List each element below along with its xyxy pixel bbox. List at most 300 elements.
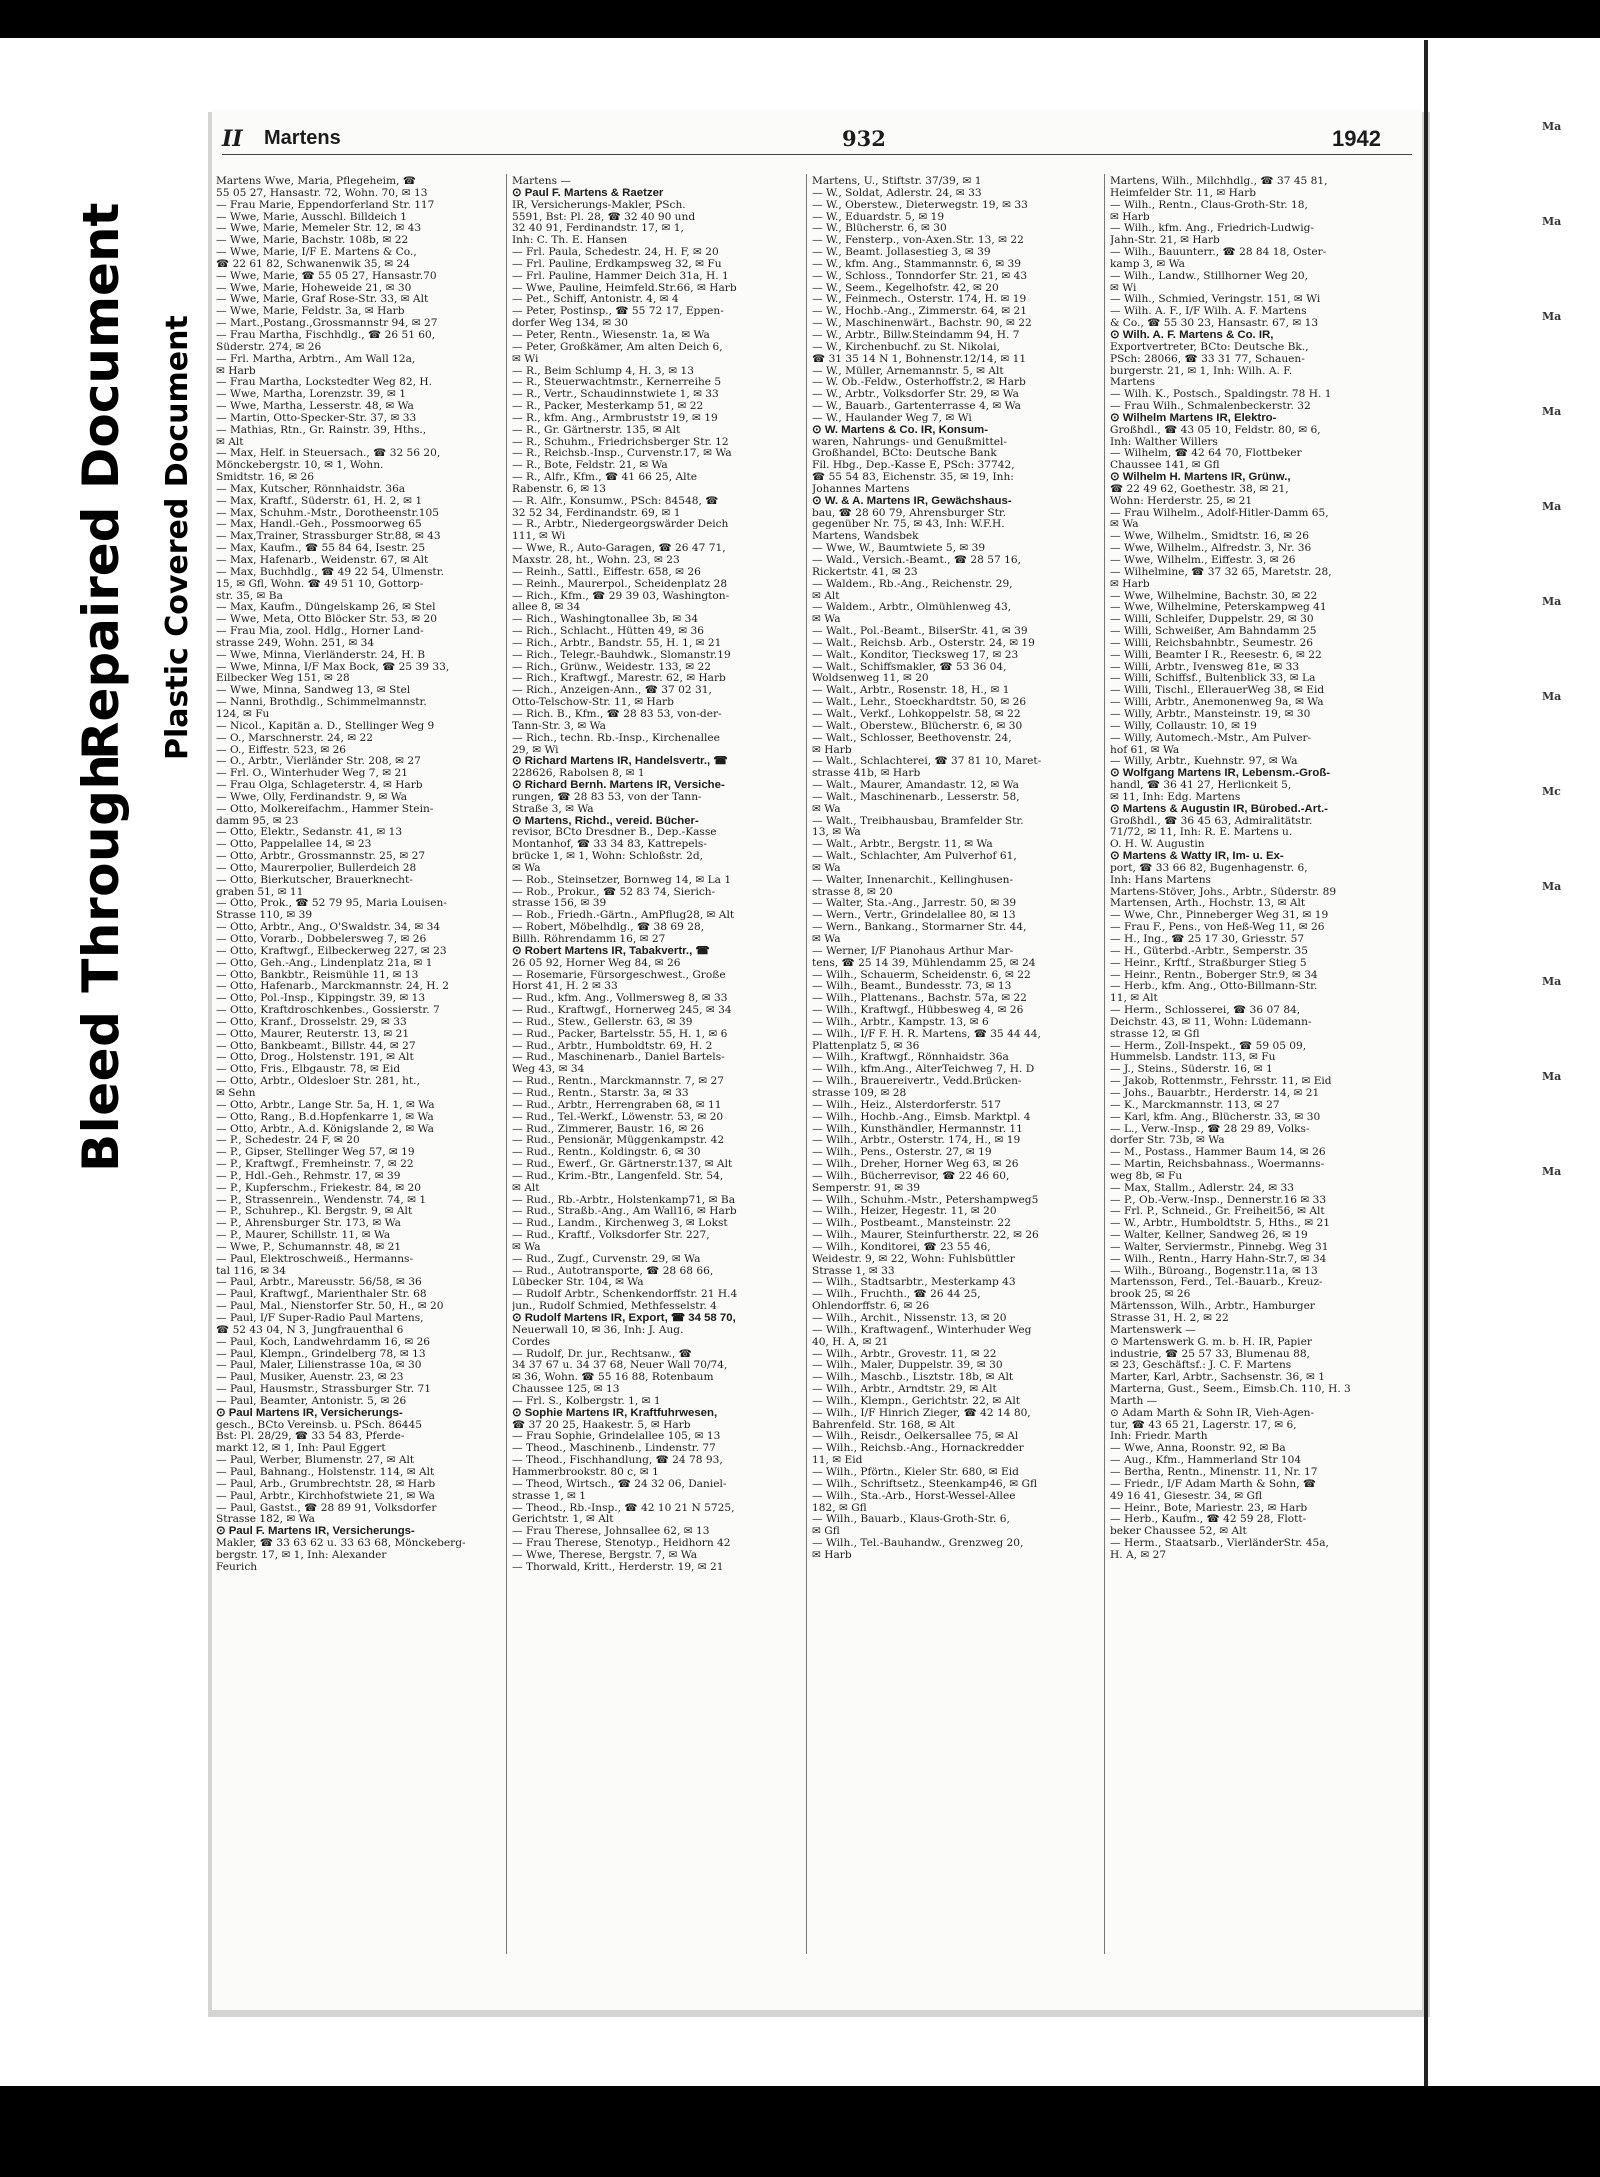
directory-entry: — R., Arbtr., Niedergeorgswärder Deich (512, 519, 729, 531)
directory-entry: Martenswerk — (1110, 1324, 1196, 1336)
directory-entry: ⊙ Paul F. Martens IR, Versicherungs- (216, 1526, 415, 1538)
directory-entry: — Rud., Rentn., Starstr. 3a, ✉ 33 (512, 1087, 689, 1099)
directory-entry: rungen, ☎ 28 83 53, von der Tann- (512, 791, 702, 803)
directory-entry: ⊙ Martens & Augustin IR, Bürobed.-Art.- (1110, 803, 1328, 815)
directory-entry: — Wilhelmine, ☎ 37 32 65, Maretstr. 28, (1110, 566, 1332, 578)
directory-entry: — Wern., Vertr., Grindelallee 80, ✉ 13 (812, 910, 1016, 922)
directory-entry: 124, ✉ Fu (216, 708, 270, 720)
directory-entry: ☎ 31 35 14 N 1, Bohnenstr.12/14, ✉ 11 (812, 353, 1027, 365)
directory-entry: tal 116, ✉ 34 (216, 1265, 287, 1277)
directory-entry: — Otto, Pol.-Insp., Kippingstr. 39, ✉ 13 (216, 993, 426, 1005)
directory-entry: ⊙ Richard Martens IR, Handelsvertr., ☎ (512, 756, 728, 768)
directory-entry: — Wwe, P., Schumannstr. 48, ✉ 21 (216, 1241, 402, 1253)
directory-entry: — Wilh., I/F F. H. R. Martens, ☎ 35 44 44, (812, 1028, 1041, 1040)
directory-entry: — Frau Martha, Fischhdlg., ☎ 26 51 60, (216, 329, 436, 341)
directory-entry: — W., Soldat, Adlerstr. 24, ✉ 33 (812, 187, 982, 199)
directory-entry: — W., Oberstew., Dieterwegstr. 19, ✉ 33 (812, 199, 1028, 211)
directory-entry: burgerstr. 21, ✉ 1, Inh: Wilh. A. F. (1110, 365, 1293, 377)
directory-entry: — Paul, Koch, Landwehrdamm 16, ✉ 26 (216, 1336, 431, 1348)
directory-entry: — Wilh., Schmied, Veringstr. 151, ✉ Wi (1110, 294, 1321, 306)
directory-entry: — Waldem., Arbtr., Ölmühlenweg 43, (812, 602, 1012, 614)
entries-column-3 (812, 176, 1094, 1966)
directory-entry: industrie, ☎ 25 57 33, Blumenau 88, (1110, 1348, 1310, 1360)
directory-entry: — Rich. B., Kfm., ☎ 28 83 53, von-der- (512, 708, 722, 720)
directory-entry: — Pet., Schiff, Antonistr. 4, ✉ 4 (512, 294, 679, 306)
directory-entry: Rabenstr. 6, ✉ 13 (512, 483, 606, 495)
directory-entry: — Wilh., Reichsb.-Ang., Hornackredder (812, 1443, 1024, 1455)
directory-entry: — Martin, Otto-Specker-Str. 37, ✉ 33 (216, 412, 417, 424)
directory-entry: Bahrenfeld. Str. 168, ✉ Alt (812, 1419, 955, 1431)
directory-entry: ⊙ Adam Marth & Sohn IR, Vieh-Agen- (1110, 1407, 1315, 1419)
directory-entry: Tann-Str. 3, ✉ Wa (512, 720, 606, 732)
directory-entry: — Otto, Maurerpolier, Bullerdeich 28 (216, 862, 417, 874)
directory-entry: — Otto, Maurer, Reuterstr. 13, ✉ 21 (216, 1028, 410, 1040)
directory-entry: Mönckebergstr. 10, ✉ 1, Wohn. (216, 460, 384, 472)
directory-entry: ⊙ W. & A. Martens IR, Gewächshaus- (812, 495, 1012, 507)
directory-entry: — Wilh., Schriftsetz., Steenkamp46, ✉ Gfl (812, 1478, 1038, 1490)
directory-entry: — Otto, Drog., Holstenstr. 191, ✉ Alt (216, 1052, 414, 1064)
directory-entry: 26 05 92, Horner Weg 84, ✉ 26 (512, 957, 681, 969)
directory-entry: strasse 8, ✉ 20 (812, 886, 893, 898)
directory-entry: — O., Arbtr., Vierländer Str. 208, ✉ 27 (216, 756, 421, 768)
directory-entry: IR, Versicherungs-Makler, PSch. (512, 199, 686, 211)
directory-entry: — Wilh., Heizer, Hegestr. 11, ✉ 20 (812, 1206, 997, 1218)
directory-entry: — Wwe, Wilhelmine, Peterskampweg 41 (1110, 602, 1327, 614)
directory-entry: — Wilh., Kunsthändler, Hermannstr. 11 (812, 1123, 1023, 1135)
directory-entry: — Otto, Arbtr., Ang., O'Swaldstr. 34, ✉ 34 (216, 922, 441, 934)
directory-entry: — Rud., Zugf., Curvenstr. 29, ✉ Wa (512, 1253, 701, 1265)
directory-entry: ⊙ Wilhelm H. Martens IR, Grünw., (1110, 472, 1291, 484)
directory-entry: 29, ✉ Wi (512, 744, 559, 756)
directory-entry: — Otto, Bankbeamt., Billstr. 44, ✉ 27 (216, 1040, 416, 1052)
directory-entry: — Max, Schuhm.-Mstr., Dorotheenstr.105 (216, 507, 439, 519)
directory-entry: 40, H. A, ✉ 21 (812, 1336, 889, 1348)
directory-entry: ✉ Sehn (216, 1087, 256, 1099)
directory-entry: — Frl. P., Schneid., Gr. Freiheit56, ✉ Alt (1110, 1206, 1325, 1218)
directory-entry: — Rud., Arbtr., Humboldtstr. 69, H. 2 (512, 1040, 713, 1052)
directory-entry: — H., Güterbd.-Arbtr., Semperstr. 35 (1110, 945, 1308, 957)
directory-entry: — Johs., Bauarbtr., Herderstr. 14, ✉ 21 (1110, 1087, 1320, 1099)
directory-entry: — Wilh., Maschb., Lisztstr. 18b, ✉ Alt (812, 1372, 1014, 1384)
directory-entry: Plattenplatz 5, ✉ 36 (812, 1040, 920, 1052)
adjacent-page-strip (1430, 40, 1600, 2086)
directory-entry: — Rudolf Arbtr., Schenkendorffstr. 21 H.4 (512, 1289, 738, 1301)
directory-entry: — Heinr., Krftf., Straßburger Stieg 5 (1110, 957, 1307, 969)
directory-entry: Süderstr. 274, ✉ 26 (216, 341, 322, 353)
directory-entry: ✉ Harb (812, 744, 852, 756)
directory-entry: bergstr. 17, ✉ 1, Inh: Alexander (216, 1549, 387, 1561)
directory-entry: — R., Packer, Mesterkamp 51, ✉ 22 (512, 401, 704, 413)
directory-entry: — Willy, Automech.-Mstr., Am Pulver- (1110, 732, 1312, 744)
directory-entry: ✉ Wi (512, 353, 539, 365)
directory-entry: — Wilh., Kraftwgf., Rönnhaidstr. 36a (812, 1052, 1009, 1064)
directory-entry: — R., Alfr., Kfm., ☎ 41 66 25, Alte (512, 472, 698, 484)
directory-entry: — Rud., Arbtr., Herrengraben 68, ✉ 11 (512, 1099, 722, 1111)
directory-entry: — W., Bauarb., Gartenterrasse 4, ✉ Wa (812, 401, 1021, 413)
adjacent-page-fragment: Ma (1542, 500, 1562, 513)
directory-entry: 49 16 41, Giesestr. 34, ✉ Gfl (1110, 1490, 1263, 1502)
directory-entry: — Rud., Rentn., Marckmannstr. 7, ✉ 27 (512, 1076, 725, 1088)
directory-entry: ⊙ Martenswerk G. m. b. H. IR, Papier (1110, 1336, 1312, 1348)
directory-entry: ⊙ Martens & Watty IR, Im- u. Ex- (1110, 851, 1284, 863)
directory-entry: Johannes Martens (812, 483, 910, 495)
entries-column-4 (1110, 176, 1392, 1966)
directory-entry: — Max, Handl.-Geh., Possmoorweg 65 (216, 519, 422, 531)
directory-entry: ✉ Wi (1110, 282, 1137, 294)
directory-entry: — Mart.,Postang.,Grossmannstr 94, ✉ 27 (216, 318, 438, 330)
directory-entry: Inh: Hans Martens (1110, 874, 1211, 886)
directory-entry: dorfer Weg 134, ✉ 30 (512, 318, 628, 330)
directory-entry: Otto-Telschow-Str. 11, ✉ Harb (512, 697, 674, 709)
directory-entry: — Wwe, Marie, Graf Rose-Str. 33, ✉ Alt (216, 294, 429, 306)
directory-entry: — R., Reichsb.-Insp., Curvenstr.17, ✉ Wa (512, 448, 732, 460)
directory-entry: — Wwe, Marie, Hoheweide 21, ✉ 30 (216, 282, 412, 294)
directory-entry: — Rud., Pensionär, Müggenkampstr. 42 (512, 1135, 725, 1147)
directory-entry: ✉ Gfl (812, 1526, 840, 1538)
directory-entry: 228626, Rabolsen 8, ✉ 1 (512, 768, 645, 780)
directory-entry: ✉ Harb (1110, 578, 1150, 590)
directory-entry: tens, ☎ 25 14 39, Mühlendamm 25, ✉ 24 (812, 957, 1036, 969)
directory-entry: str. 35, ✉ Ba (216, 590, 283, 602)
directory-entry: — Walt., Schlachter, Am Pulverhof 61, (812, 851, 1017, 863)
directory-entry: ✉ 36, Wohn. ☎ 55 16 88, Rotenbaum (512, 1372, 714, 1384)
directory-entry: — Willi, Reichsbahnbtr., Seumestr. 26 (1110, 637, 1314, 649)
scan-top-border (0, 0, 1600, 38)
directory-entry: ✉ Wa (512, 1241, 541, 1253)
directory-entry: — Wwe, Minna, Vierländerstr. 24, H. B (216, 649, 425, 661)
directory-entry: ⊙ Wilhelm Martens IR, Elektro- (1110, 412, 1277, 424)
directory-entry: — Werner, I/F Pianohaus Arthur Mar- (812, 945, 1014, 957)
directory-entry: — Willi, Schweißer, Am Bahndamm 25 (1110, 626, 1317, 638)
directory-entry: — Wwe, Marie, I/F E. Martens & Co., (216, 247, 417, 259)
directory-entry: — Frau Wilhelm., Adolf-Hitler-Damm 65, (1110, 507, 1329, 519)
directory-entry: — W., Kirchenbuchf. zu St. Nikolai, (812, 341, 1000, 353)
directory-entry: — Walt., Arbtr., Bergstr. 11, ✉ Wa (812, 839, 993, 851)
directory-entry: — Rich., Kfm., ☎ 29 39 03, Washington- (512, 590, 730, 602)
directory-entry: — Reinh., Sattl., Eiffestr. 658, ✉ 26 (512, 566, 701, 578)
directory-entry: — Aug., Kfm., Hammerland Str 104 (1110, 1455, 1302, 1467)
directory-entry: ⊙ Paul F. Martens & Raetzer (512, 187, 664, 199)
directory-entry: — W., Fensterp., von-Axen.Str. 13, ✉ 22 (812, 235, 1024, 247)
directory-entry: — Wilh., I/F Hinrich Zieger, ☎ 42 14 80, (812, 1407, 1031, 1419)
directory-entry: ✉ Harb (1110, 211, 1150, 223)
directory-entry: 15, ✉ Gfl, Wohn. ☎ 49 51 10, Gottorp- (216, 578, 424, 590)
directory-entry: ⊙ Martens, Richd., vereid. Bücher- (512, 815, 699, 827)
directory-entry: 55 05 27, Hansastr. 72, Wohn. 70, ✉ 13 (216, 187, 428, 199)
directory-entry: Großhandel, BCto: Deutsche Bank (812, 448, 997, 460)
directory-entry: — Wwe, Wilhelm., Smidtstr. 16, ✉ 26 (1110, 531, 1310, 543)
directory-entry: — Wwe, Olly, Ferdinandstr. 9, ✉ Wa (216, 791, 408, 803)
directory-entry: — Wilh., Hochb.-Ang., Eimsb. Marktpl. 4 (812, 1111, 1031, 1123)
directory-entry: Martens (1110, 377, 1156, 389)
directory-entry: — Wilh., Maurer, Steinfurtherstr. 22, ✉ 26 (812, 1230, 1039, 1242)
directory-entry: — Herm., Staatsarb., VierländerStr. 45a, (1110, 1538, 1329, 1550)
directory-entry: — Willi, Schiffsf., Bultenblick 33, ✉ La (1110, 673, 1316, 685)
directory-entry: graben 51, ✉ 11 (216, 886, 304, 898)
directory-entry: — Frau Therese, Stenotyp., Heidhorn 42 (512, 1538, 731, 1550)
directory-entry: 32 40 91, Ferdinandstr. 17, ✉ 1, (512, 223, 684, 235)
directory-entry: — Otto, Arbtr., Grossmannstr. 25, ✉ 27 (216, 851, 426, 863)
directory-entry: — Waldem., Rb.-Ang., Reichenstr. 29, (812, 578, 1013, 590)
directory-entry: — Peter, Großkämer, Am alten Deich 6, (512, 341, 723, 353)
directory-entry: — R., Gr. Gärtnerstr. 135, ✉ Alt (512, 424, 681, 436)
directory-entry: — Rud., Rb.-Arbtr., Holstenkamp71, ✉ Ba (512, 1194, 736, 1206)
directory-entry: — Walt., Maschinenarb., Lesserstr. 58, (812, 791, 1020, 803)
directory-entry: strasse 249, Wohn. 251, ✉ 34 (216, 637, 375, 649)
page-number: 932 (842, 126, 886, 151)
directory-entry: — Wilh., Sta.-Arb., Horst-Wessel-Allee (812, 1490, 1016, 1502)
directory-entry: — Otto, Molkereifachm., Hammer Stein- (216, 803, 434, 815)
directory-entry: — Wilh., Landw., Stillhorner Weg 20, (1110, 270, 1308, 282)
directory-entry: Marth — (1110, 1395, 1158, 1407)
stamp-repaired (72, 203, 130, 760)
directory-entry: kamp 3, ✉ Wa (1110, 258, 1185, 270)
directory-entry: Semperstr. 91, ✉ 39 (812, 1182, 920, 1194)
directory-entry: — Otto, Bankbtr., Reismühle 11, ✉ 13 (216, 969, 419, 981)
adjacent-page-fragment: Mc (1542, 785, 1561, 798)
stamp-plastic-text: Plastic Covered Document (160, 315, 195, 760)
directory-entry: bau, ☎ 28 60 79, Ahrensburger Str. (812, 507, 1007, 519)
directory-entry: — Rud., Kraftwgf., Hornerweg 245, ✉ 34 (512, 1005, 732, 1017)
directory-entry: — Willi, Arbtr., Anemonenweg 9a, ✉ Wa (1110, 697, 1324, 709)
directory-entry: beker Chaussee 52, ✉ Alt (1110, 1526, 1247, 1538)
directory-entry: — Wwe, Martha, Lorenzstr. 39, ✉ 1 (216, 389, 406, 401)
directory-entry: ✉ Wa (512, 862, 541, 874)
directory-entry: — Paul, Hausmstr., Strassburger Str. 71 (216, 1384, 431, 1396)
directory-entry: — Rich., Washingtonallee 3b, ✉ 34 (512, 614, 699, 626)
directory-entry: — R., kfm. Ang., Armbruststr 19, ✉ 19 (512, 412, 718, 424)
directory-entry: ⊙ Wolfgang Martens IR, Lebensm.-Groß- (1110, 768, 1331, 780)
directory-entry: Horst 41, H. 2 ✉ 33 (512, 981, 618, 993)
directory-entry: — Paul, Werber, Blumenstr. 27, ✉ Alt (216, 1455, 415, 1467)
directory-entry: Marter, Karl, Arbtr., Sachsenstr. 36, ✉ 1 (1110, 1372, 1325, 1384)
directory-entry: — Wwe, Chr., Pinneberger Weg 31, ✉ 19 (1110, 910, 1329, 922)
directory-entry: ☎ 37 20 25, Haakestr. 5, ✉ Harb (512, 1419, 691, 1431)
directory-entry: — W., Arbtr., Humboldtstr. 5, Hths., ✉ 21 (1110, 1218, 1330, 1230)
directory-entry: Strasse 31, H. 2, ✉ 22 (1110, 1313, 1229, 1324)
directory-entry: — W., Seem., Kegelhofstr. 42, ✉ 20 (812, 282, 999, 294)
directory-entry: — Rich., Anzeigen-Ann., ☎ 37 02 31, (512, 685, 712, 697)
directory-entry: — Paul, Elektroschweiß., Hermanns- (216, 1253, 414, 1265)
stamp-bleed-through (72, 754, 130, 1172)
directory-entry: — Willy, Arbtr., Mansteinstr. 19, ✉ 30 (1110, 708, 1311, 720)
directory-entry: — Frl. Pauline, Hammer Deich 31a, H. 1 (512, 270, 729, 282)
directory-entry: ⊙ Sophie Martens IR, Kraftfuhrwesen, (512, 1407, 718, 1419)
adjacent-page-fragment: Ma (1542, 690, 1562, 703)
directory-entry: — Otto, Arbtr., Oldesloer Str. 281, ht., (216, 1076, 420, 1088)
directory-entry: — Theod., Fischhandlung, ☎ 24 78 93, (512, 1455, 723, 1467)
directory-entry: — Rud., Stew., Gellerstr. 63, ✉ 39 (512, 1016, 693, 1028)
directory-entry: — Paul, I/F Super-Radio Paul Martens, (216, 1313, 424, 1324)
directory-entry: — Otto, Prok., ☎ 52 79 95, Maria Louisen- (216, 898, 447, 910)
directory-entry: Gerichtstr. 1, ✉ Alt (512, 1514, 614, 1526)
directory-entry: strasse 1, ✉ 1 (512, 1490, 587, 1502)
directory-entry: O. H. W. Augustin (1110, 839, 1205, 851)
directory-entry: — Walt., Schlosser, Beethovenstr. 24, (812, 732, 1012, 744)
directory-entry: — Reinh., Maurerpol., Scheidenplatz 28 (512, 578, 728, 590)
directory-entry: Chaussee 125, ✉ 13 (512, 1384, 620, 1396)
directory-entry: — Wilh., kfm.Ang., AlterTeichweg 7, H. D (812, 1064, 1035, 1076)
directory-entry: — Otto, Arbtr., A.d. Königslande 2, ✉ Wa (216, 1123, 434, 1135)
directory-entry: — Wwe, Meta, Otto Blöcker Str. 53, ✉ 20 (216, 614, 437, 626)
directory-entry: — W., Beamt. Jollasestieg 3, ✉ 39 (812, 247, 991, 259)
directory-entry: — Max,Trainer, Strassburger Str.88, ✉ 43 (216, 531, 441, 543)
directory-entry: — Martin, Reichsbahnass., Woermanns- (1110, 1159, 1325, 1171)
directory-entry: — Otto, Pappelallee 14, ✉ 23 (216, 839, 372, 851)
directory-entry: — Rich., Schlacht., Hütten 49, ✉ 36 (512, 626, 704, 638)
directory-entry: — Rosemarie, Fürsorgeschwest., Große (512, 969, 726, 981)
directory-entry: — Wwe, Martha, Lesserstr. 48, ✉ Wa (216, 401, 414, 413)
directory-entry: — Paul, Beamter, Antonistr. 5, ✉ 26 (216, 1395, 407, 1407)
directory-entry: 11, ✉ Alt (1110, 993, 1158, 1005)
directory-entry: — Paul, Maler, Lilienstrasse 10a, ✉ 30 (216, 1360, 422, 1372)
adjacent-page-fragment: Ma (1542, 595, 1562, 608)
directory-entry: — Mathias, Rtn., Gr. Rainstr. 39, Hths., (216, 424, 427, 436)
directory-entry: Maxstr. 28, ht., Wohn. 23, ✉ 23 (512, 555, 680, 566)
directory-entry: damm 95, ✉ 23 (216, 815, 299, 827)
directory-entry: — Rich., Telegr.-Bauhdwk., Slomanstr.19 (512, 649, 731, 661)
directory-entry: — Wilhelm, ☎ 42 64 70, Flottbeker (1110, 448, 1302, 460)
directory-entry: Martens Wwe, Maria, Pflegeheim, ☎ (216, 176, 416, 187)
directory-entry: — Thorwald, Kritt., Herderstr. 19, ✉ 21 (512, 1561, 724, 1573)
directory-entry: Martens-Stöver, Johs., Arbtr., Süderstr. 89 (1110, 886, 1337, 898)
directory-entry: 34 37 67 u. 34 37 68, Neuer Wall 70/74, (512, 1360, 728, 1372)
directory-entry: — Wilh., Dreher, Horner Weg 63, ✉ 26 (812, 1159, 1019, 1171)
directory-entry: — Otto, Geh.-Ang., Lindenplatz 21a, ✉ 1 (216, 957, 433, 969)
directory-entry: — Herb., Kaufm., ☎ 42 59 28, Flott- (1110, 1514, 1307, 1526)
directory-entry: Eilbecker Weg 151, ✉ 28 (216, 673, 350, 685)
directory-entry: — Jakob, Rottenmstr., Fehrsstr. 11, ✉ Eid (1110, 1076, 1332, 1088)
directory-entry: Marterna, Gust., Seem., Eimsb.Ch. 110, H. 3 (1110, 1384, 1351, 1396)
directory-entry: — W., Schloss., Tonndorfer Str. 21, ✉ 43 (812, 270, 1028, 282)
directory-page (212, 110, 1422, 2010)
directory-entry: — Rud., Autotransporte, ☎ 28 68 66, (512, 1265, 714, 1277)
directory-entry: ⊙ Richard Bernh. Martens IR, Versiche- (512, 780, 725, 792)
directory-entry: — Wilh., Reisdr., Oelkersallee 75, ✉ Al (812, 1431, 1019, 1443)
directory-entry: — J., Steins., Süderstr. 16, ✉ 1 (1110, 1064, 1273, 1076)
directory-entry: ☎ 22 49 62, Goethestr. 38, ✉ 21, (1110, 483, 1289, 495)
adjacent-page-fragment: Ma (1542, 405, 1562, 418)
directory-entry: — Rich., Arbtr., Bandstr. 55, H. 1, ✉ 21 (512, 637, 722, 649)
directory-entry: — Robert, Möbelhdlg., ☎ 38 69 28, (512, 922, 705, 934)
directory-entry: — Paul, Bahnang., Holstenstr. 114, ✉ Alt (216, 1466, 435, 1478)
directory-entry: — Rud., Maschinenarb., Daniel Bartels- (512, 1052, 725, 1064)
directory-entry: — Nanni, Brothdlg., Schimmelmannstr. (216, 697, 427, 709)
volume-label: II (222, 126, 243, 152)
directory-entry: — Rud., Zimmerer, Baustr. 16, ✉ 26 (512, 1123, 704, 1135)
directory-entry: Montanhof, ☎ 33 34 83, Kattrepels- (512, 839, 707, 851)
directory-entry: Märtensson, Wilh., Arbtr., Hamburger (1110, 1301, 1315, 1313)
directory-entry: ⊙ Robert Martens IR, Tabakvertr., ☎ (512, 945, 710, 957)
directory-entry: waren, Nahrungs- und Genußmittel- (812, 436, 1007, 448)
directory-entry: — W. Ob.-Feldw., Osterhoffstr.2, ✉ Harb (812, 377, 1026, 389)
directory-entry: — Otto, Bierkutscher, Brauerknecht- (216, 874, 413, 886)
directory-entry: — P., Hdl.-Geh., Rehmstr. 17, ✉ 39 (216, 1170, 401, 1182)
directory-entry: — Rud., kfm. Ang., Vollmersweg 8, ✉ 33 (512, 993, 728, 1005)
directory-entry: — P., Schedestr. 24 F, ✉ 20 (216, 1135, 360, 1147)
directory-entry: — Wilh., Archit., Nissenstr. 13, ✉ 20 (812, 1313, 1007, 1324)
directory-entry: 182, ✉ Gfl (812, 1502, 867, 1514)
directory-entry: — Wwe, Therese, Bergstr. 7, ✉ Wa (512, 1549, 698, 1561)
directory-entry: — Otto, Arbtr., Lange Str. 5a, H. 1, ✉ Wa (216, 1099, 435, 1111)
directory-entry: — R., Schuhm., Friedrichsberger Str. 12 (512, 436, 729, 448)
directory-entry: — Rob., Friedh.-Gärtn., AmPflug28, ✉ Alt (512, 910, 735, 922)
directory-entry: ☎ 55 54 83, Eichenstr. 35, ✉ 19, Inh: (812, 472, 1014, 484)
column-divider (506, 174, 507, 1954)
directory-entry: — Wilh. A. F., I/F Wilh. A. F. Martens (1110, 306, 1307, 318)
directory-entry: — R., Beim Schlump 4, H. 3, ✉ 13 (512, 365, 694, 377)
directory-entry: — Wilh., Klempn., Gerichtstr. 22, ✉ Alt (812, 1395, 1020, 1407)
directory-entry: — Wilh., Bücherrevisor, ☎ 22 46 60, (812, 1170, 1010, 1182)
directory-entry: — Frau Martha, Lockstedter Weg 82, H. (216, 377, 432, 389)
directory-entry: — Paul, Arbtr., Kirchhofstwiete 21, ✉ Wa (216, 1490, 435, 1502)
directory-entry: — W., Arbtr., Volksdorfer Str. 29, ✉ Wa (812, 389, 1019, 401)
directory-entry: Großhdl., ☎ 36 45 63, Admiralitätstr. (1110, 815, 1313, 827)
directory-entry: Makler, ☎ 33 63 62 u. 33 63 68, Mönckeberg- (216, 1538, 466, 1550)
directory-entry: — Nicol., Kapitän a. D., Stellinger Weg 9 (216, 720, 435, 732)
directory-entry: — Walt., Konditor, Tiecksweg 17, ✉ 23 (812, 649, 1019, 661)
directory-entry: ✉ Alt (216, 436, 244, 448)
adjacent-page-fragment: Ma (1542, 1165, 1562, 1178)
directory-entry: — Willi, Arbtr., Ivensweg 81e, ✉ 33 (1110, 661, 1300, 673)
directory-entry: ✉ Wa (812, 862, 841, 874)
directory-entry: — Walt., Maurer, Amandastr. 12, ✉ Wa (812, 780, 1019, 792)
directory-entry: — Walt., Lehr., Stoeckhardtstr. 50, ✉ 26 (812, 697, 1027, 709)
directory-entry: — Wilh., Arbtr., Kampstr. 13, ✉ 6 (812, 1016, 989, 1028)
directory-entry: — Wilh., Arbtr., Osterstr. 174, H., ✉ 19 (812, 1135, 1021, 1147)
directory-entry: — Wilh., Arbtr., Grovestr. 11, ✉ 22 (812, 1348, 997, 1360)
page-edge (1424, 40, 1428, 2086)
directory-entry: — Wern., Bankang., Stormarner Str. 44, (812, 922, 1027, 934)
directory-entry: revisor, BCto Dresdner B., Dep.-Kasse (512, 827, 717, 839)
directory-entry: — W., Haulander Weg 7, ✉ Wi (812, 412, 972, 424)
directory-entry: — Heinr., Rentn., Boberger Str.9, ✉ 34 (1110, 969, 1318, 981)
directory-entry: strasse 12, ✉ Gfl (1110, 1028, 1200, 1040)
directory-entry: 5591, Bst: Pl. 28, ☎ 32 40 90 und (512, 211, 696, 223)
directory-entry: ✉ 11, Inh: Edg. Martens (1110, 791, 1241, 803)
directory-entry: — Otto, Kraftdroschkenbes., Gossierstr. 7 (216, 1005, 440, 1017)
directory-entry: Wohn: Herderstr. 25, ✉ 21 (1110, 495, 1253, 507)
directory-entry: Weg 43, ✉ 34 (512, 1064, 585, 1076)
directory-entry: — Herm., Zoll-Inspekt., ☎ 59 05 09, (1110, 1040, 1307, 1052)
directory-entry: — Rich., techn. Rb.-Insp., Kirchenallee (512, 732, 720, 744)
directory-entry: PSch: 28066, ☎ 33 31 77, Schauen- (1110, 353, 1305, 365)
directory-entry: Hummelsb. Landstr. 113, ✉ Fu (1110, 1052, 1276, 1064)
directory-entry: — Wwe, W., Baumtwiete 5, ✉ 39 (812, 543, 986, 555)
directory-entry: strasse 156, ✉ 39 (512, 898, 607, 910)
directory-entry: — Wwe, Marie, Feldstr. 3a, ✉ Harb (216, 306, 405, 318)
directory-entry: jun., Rudolf Schmied, Methfesselstr. 4 (512, 1301, 717, 1313)
directory-entry: — Frau F., Pens., von Heß-Weg 11, ✉ 26 (1110, 922, 1325, 934)
directory-entry: Feurich (216, 1561, 258, 1573)
directory-entry: 71/72, ✉ 11, Inh: R. E. Martens u. (1110, 827, 1293, 839)
directory-entry: Strasse 110, ✉ 39 (216, 910, 313, 922)
scan-bottom-border (0, 2086, 1600, 2177)
directory-entry: — Wwe, Pauline, Heimfeld.Str.66, ✉ Harb (512, 282, 737, 294)
directory-entry: — P., Ahrensburger Str. 173, ✉ Wa (216, 1218, 401, 1230)
directory-entry: — Walt., Pol.-Beamt., BilserStr. 41, ✉ 39 (812, 626, 1028, 638)
directory-entry: brook 25, ✉ 26 (1110, 1289, 1191, 1301)
adjacent-page-fragment: Ma (1542, 880, 1562, 893)
stamp-repaired-text: Repaired Document (72, 202, 130, 760)
directory-entry: — P., Schuhrep., Kl. Bergstr. 9, ✉ Alt (216, 1206, 413, 1218)
directory-entry: — Wilh., Konditorei, ☎ 23 55 46, (812, 1241, 991, 1253)
directory-entry: Neuerwall 10, ✉ 36, Inh: J. Aug. (512, 1324, 684, 1336)
directory-entry: Inh: Friedr. Marth (1110, 1431, 1208, 1443)
directory-entry: — Max, Kutscher, Rönnhaidstr. 36a (216, 483, 406, 495)
directory-entry: — Wwe, Marie, Memeler Str. 12, ✉ 43 (216, 223, 422, 235)
directory-entry: brücke 1, ✉ 1, Wohn: Schloßstr. 2d, (512, 851, 704, 863)
